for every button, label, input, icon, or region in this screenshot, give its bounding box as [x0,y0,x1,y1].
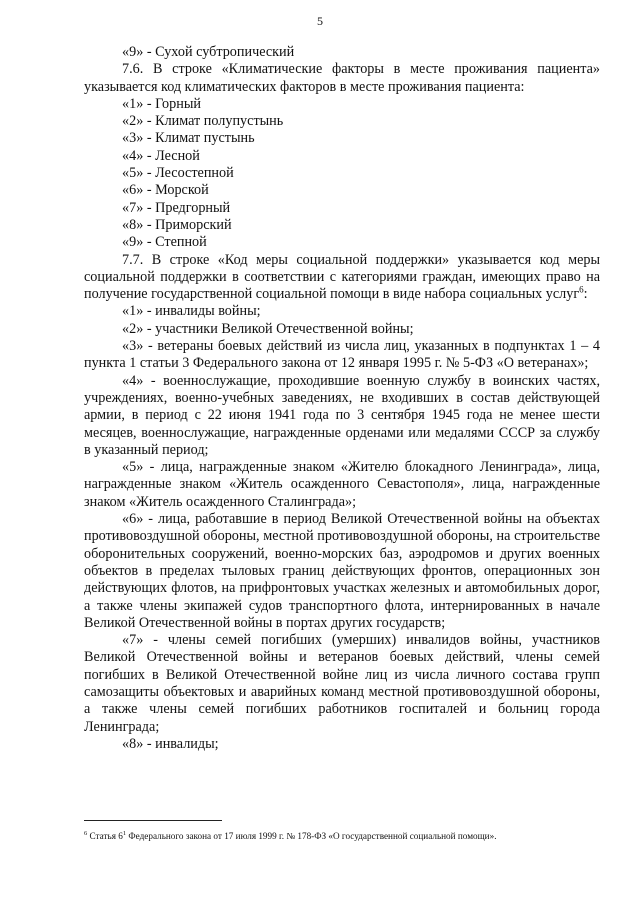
footnote-prefix-sup: 1 [122,829,127,837]
climate-code-9: «9» - Степной [122,234,207,251]
footnote-separator [84,820,222,821]
support-code-2: «2» - участники Великой Отечественной войны; [122,320,414,337]
climate-code-5: «5» - Лесостепной [122,165,234,182]
page-number: 5 [317,14,323,28]
footnote-text: Федерального закона от 17 июля 1999 г. № 178-ФЗ «О государственной социальной помощи». [126,831,497,841]
document-body [84,44,600,753]
paragraph-7-6: 7.6. В строке «Климатические факторы в месте проживания пациента» указывается код климатических факторов в месте проживания пациента: [84,61,600,95]
climate-code-1: «1» - Горный [122,95,201,112]
climate-code-6: «6» - Морской [122,182,209,199]
climate-code-7: «7» - Предгорный [122,199,231,216]
climate-code-8: «8» - Приморский [122,216,232,233]
support-code-4: «4» - военнослужащие, проходившие военную службу в воинских частях, учреждениях, военно-учебных заведениях, не входивших в состав действующей армии, в период с 22 июня 1941 года по 3 сентября 1945 года не менее шести месяцев, военнослужащие, награжденные орденами или медалями СССР за службу в указанный период; [84,372,600,458]
footnote-prefix: Статья 6 [87,831,123,841]
support-code-8: «8» - инвалиды; [122,735,219,752]
footnote-mark: 6 [84,829,88,837]
paragraph-7-7 [84,252,600,304]
climate-code-3: «3» - Климат пустынь [122,130,255,147]
paragraph-7-7-text: 7.7. В строке «Код меры социальной поддержки» указывается код меры социальной поддержки в соответствии с категориями граждан, имеющих право на получение государственной социальной помощи в виде набора социальных услуг [84,251,600,303]
footnote-ref-6: 6 [579,284,584,295]
climate-code-9-subtropic: «9» - Сухой субтропический [122,44,295,60]
footnote-6 [84,831,604,842]
climate-code-2: «2» - Климат полупустынь [122,113,284,130]
support-code-6: «6» - лица, работавшие в период Великой Отечественной войны на объектах противовоздушной обороны, местной противовоздушной обороны, на строительстве оборонительных сооружений, военно-морских баз, аэродромов и других военных объектов в пределах тыловых границ действующих фронтов, операционных зон действующих флотов, на прифронтовых участках железных и автомобильных дорог, а также члены экипажей судов транспортного флота, интернированных в начале Великой Отечественной войны в портах других государств; [84,511,600,631]
support-code-1: «1» - инвалиды войны; [122,303,261,320]
climate-code-4: «4» - Лесной [122,147,200,164]
support-code-3: «3» - ветераны боевых действий из числа лиц, указанных в подпунктах 1 – 4 пункта 1 статьи 3 Федерального закона от 12 января 1995 г. № 5-ФЗ «О ветеранах»; [84,338,600,372]
support-code-7: «7» - члены семей погибших (умерших) инвалидов войны, участников Великой Отечественной войны и ветеранов боевых действий, члены семей погибших в Великой Отечественной войне лиц из числа личного состава групп самозащиты объектовых и аварийных команд местной противовоздушной обороны, а также члены семей погибших работников госпиталей и больниц города Ленинграда; [84,632,600,735]
support-code-5: «5» - лица, награжденные знаком «Жителю блокадного Ленинграда», лица, награжденные знаком «Житель осажденного Севастополя», лица, награжденные знаком «Житель осажденного Сталинграда»; [84,459,600,510]
paragraph-7-7-end: : [583,286,588,303]
